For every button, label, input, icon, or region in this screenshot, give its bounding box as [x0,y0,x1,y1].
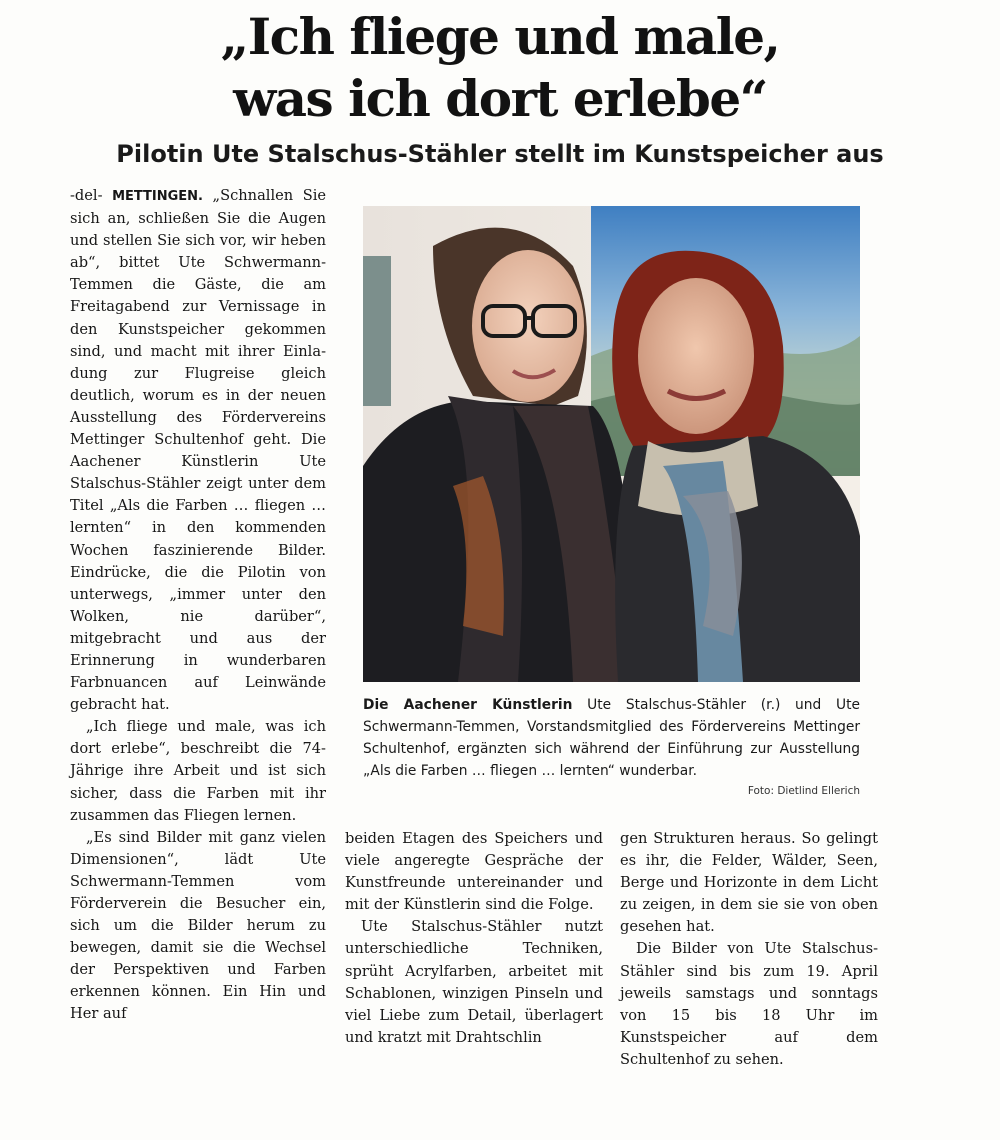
headline-line-1: „Ich fliege und male, [220,7,780,66]
paragraph-1 [70,185,326,716]
headline [0,6,1000,130]
exhibition-photo [363,206,860,682]
author-tag: -del- [70,187,103,204]
article-column-1 [70,185,326,1026]
photo-credit: Foto: Dietlind Ellerich [747,785,860,797]
paragraph-5: Ute Stalschus-Stähler nutzt unterschiedliche Techniken, sprüht Acrylfarben, arbeitet mit Schablonen, winzigen Pinseln und viel Liebe zum Detail, überlagert und kratzt mit Drahtschlin [345,918,603,1046]
headline-line-2: was ich dort erlebe“ [233,69,767,128]
paragraph-1-text: „Schnallen Sie sich an, schließen Sie die Augen und stellen Sie sich vor, wir heben ab“, bittet Ute Schwermann-Temmen die Gäste, die am Freitagabend zur Vernissage in den Kunstspeicher gekommen sind, und macht mit ihrer Einladung zur Flugreise gleich deutlich, worum es in der neuen Ausstellung des Fördervereins Mettinger Schultenhof geht. Die Aachener Künstlerin Ute Stalschus-Stähler zeigt unter dem Titel „Als die Farben … fliegen … lernten“ in den kommenden Wochen faszinierende Bilder. Eindrücke, die die Pilotin von unterwegs, „immer unter den Wolken, nie darüber“, mitgebracht und aus der Erinnerung in wunderbaren Farbnuancen auf Leinwände gebracht hat. [70,187,326,714]
caption-text: Ute Stalschus-Stähler (r.) und Ute Schwermann-Temmen, Vorstandsmitglied des Fördervereins Mettinger Schultenhof, ergänzten sich während der Einführung zur Ausstellung „Als die Farben … fliegen … lernten“ wunderbar. [363,697,860,779]
paragraph-4: beiden Etagen des Speichers und viele angeregte Gespräche der Kunstfreunde untereinander und mit der Künstlerin sind die Folge. [345,830,603,914]
paragraph-3: „Es sind Bilder mit ganz vielen Dimensionen“, lädt Ute Schwermann-Temmen vom Förderverein die Besucher ein, sich um die Bilder herum zu bewegen, damit sie die Wechsel der Perspektiven und Farben erkennen können. Ein Hin und Her auf [70,828,326,1023]
article-column-2 [345,828,603,1049]
dateline: METTINGEN. [112,189,203,204]
caption-lead: Die Aachener Künstlerin [363,697,573,713]
paragraph-6: gen Strukturen heraus. So gelingt es ihr, die Felder, Wälder, Seen, Berge und Horizonte in dem Licht zu zeigen, in dem sie sie von oben gesehen hat. [620,830,878,936]
paragraph-2: „Ich fliege und male, was ich dort erlebe“, beschreibt die 74-Jährige ihre Arbeit und ist sich sicher, dass die Farben mit ihr zusammen das Fliegen lernen. [70,718,326,824]
article-column-3 [620,828,878,1071]
subtitle: Pilotin Ute Stalschus-Stähler stellt im Kunstspeicher aus [116,140,884,168]
small-painting [363,256,391,406]
paragraph-7: Die Bilder von Ute Stalschus-Stähler sind bis zum 19. April jeweils samstags und sonntags von 15 bis 18 Uhr im Kunstspeicher auf dem Schultenhof zu sehen. [620,940,878,1068]
photo-caption [363,694,860,782]
